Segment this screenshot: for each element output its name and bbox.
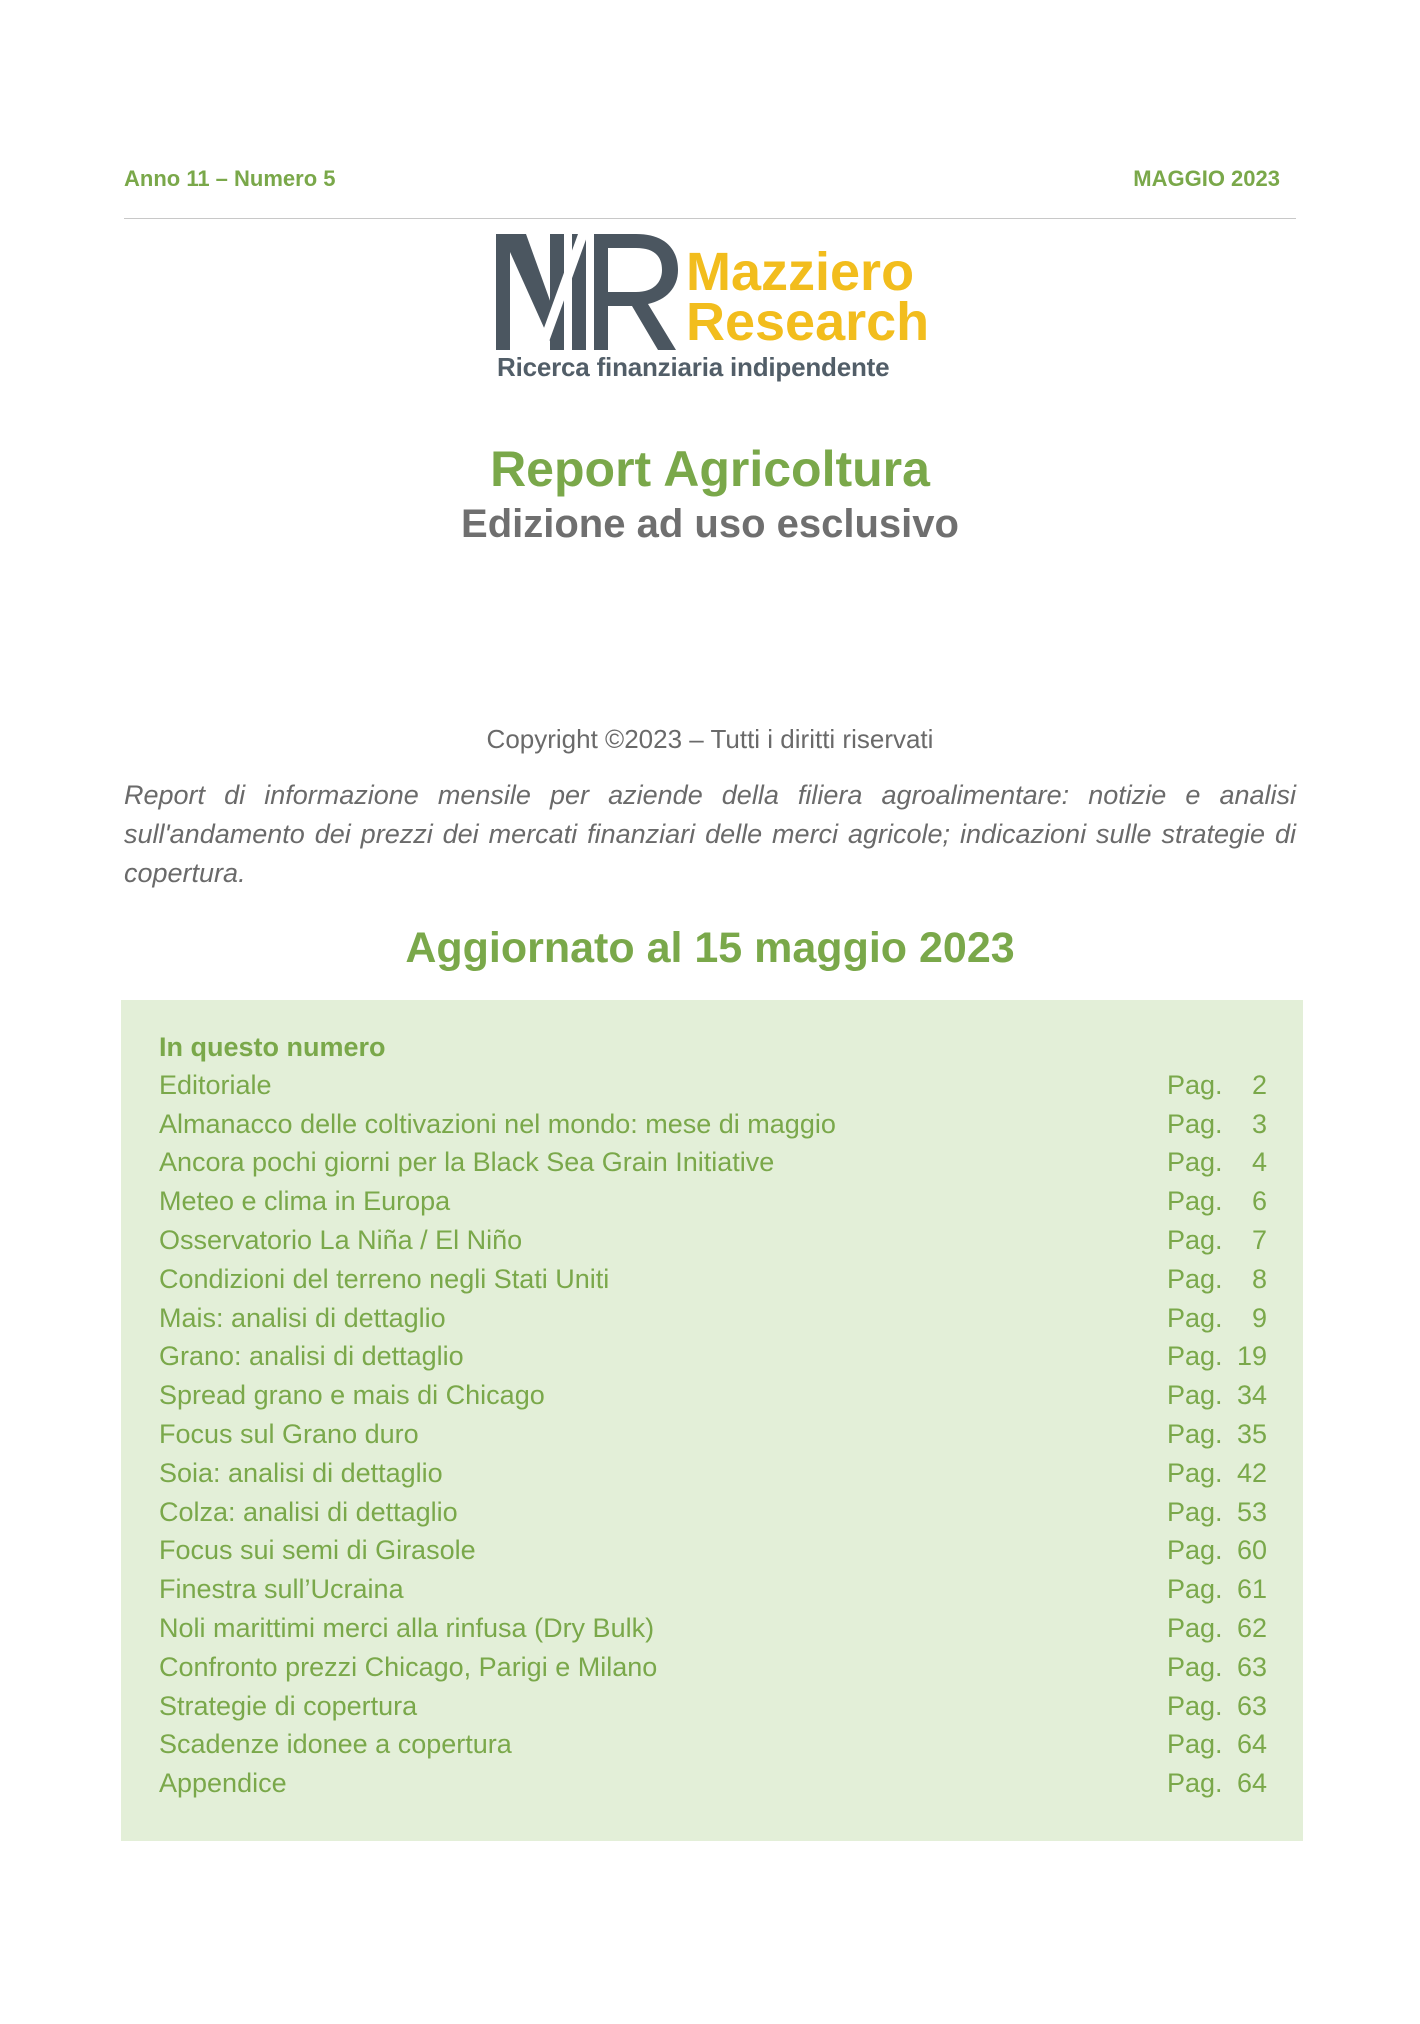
toc-item-label: Noli marittimi merci alla rinfusa (Dry Bulk)	[159, 1613, 655, 1644]
report-subtitle: Edizione ad uso esclusivo	[461, 502, 959, 546]
updated-date: Aggiornato al 15 maggio 2023	[405, 924, 1015, 972]
toc-list	[159, 1066, 1267, 1803]
toc-page-prefix: Pag.	[1167, 1651, 1223, 1682]
toc-item[interactable]	[159, 1454, 1267, 1493]
toc-item-page	[1167, 1264, 1267, 1295]
toc-item[interactable]	[159, 1299, 1267, 1338]
toc-item[interactable]	[159, 1532, 1267, 1571]
toc-page-prefix: Pag.	[1167, 1496, 1223, 1527]
toc-page-prefix: Pag.	[1167, 1457, 1223, 1488]
header-divider	[124, 218, 1296, 219]
toc-page-number: 63	[1236, 1690, 1267, 1721]
logo-name-line2: Research	[686, 292, 930, 352]
toc-page-number: 60	[1236, 1535, 1267, 1566]
toc-page-prefix: Pag.	[1167, 1263, 1223, 1294]
toc-page-number: 53	[1236, 1496, 1267, 1527]
toc-item-page	[1167, 1497, 1267, 1528]
toc-item-label: Focus sui semi di Girasole	[159, 1535, 476, 1566]
toc-item[interactable]	[159, 1609, 1267, 1648]
toc-item-label: Spread grano e mais di Chicago	[159, 1380, 545, 1411]
toc-page-number: 61	[1236, 1574, 1267, 1605]
logo-tagline: Ricerca finanziaria indipendente	[497, 352, 890, 382]
report-title: Report Agricoltura	[490, 441, 930, 497]
toc-item-page	[1167, 1070, 1267, 1101]
logo-name-line1: Mazziero	[686, 242, 915, 302]
toc-page-number: 9	[1251, 1302, 1267, 1333]
toc-page-prefix: Pag.	[1167, 1768, 1223, 1799]
toc-page-number: 64	[1236, 1768, 1267, 1799]
toc-item-page	[1167, 1186, 1267, 1217]
toc-item[interactable]	[159, 1260, 1267, 1299]
toc-page-number: 6	[1251, 1186, 1267, 1217]
toc-item[interactable]	[159, 1144, 1267, 1183]
toc-heading: In questo numero	[159, 1032, 386, 1062]
toc-item-page	[1167, 1341, 1267, 1372]
toc-item-label: Confronto prezzi Chicago, Parigi e Milano	[159, 1651, 658, 1682]
toc-page-number: 4	[1251, 1147, 1267, 1178]
toc-item-label: Appendice	[159, 1768, 287, 1799]
toc-item-label: Osservatorio La Niña / El Niño	[159, 1225, 523, 1256]
toc-item[interactable]	[159, 1105, 1267, 1144]
toc-item[interactable]	[159, 1764, 1267, 1803]
toc-page-number: 35	[1236, 1419, 1267, 1450]
toc-item[interactable]	[159, 1493, 1267, 1532]
toc-item-page	[1167, 1574, 1267, 1605]
toc-item[interactable]	[159, 1415, 1267, 1454]
toc-page-number: 62	[1236, 1613, 1267, 1644]
toc-page-number: 63	[1236, 1651, 1267, 1682]
report-description: Report di informazione mensile per aziende della filiera agroalimentare: notizie e analisi sull'andamento dei prezzi dei mercati finanziari delle merci agricole; indicazioni sulle strategie di copertura.	[124, 780, 1296, 888]
mr-monogram	[496, 234, 678, 350]
toc-item-page	[1167, 1768, 1267, 1799]
table-of-contents	[121, 1000, 1303, 1841]
toc-item-page	[1167, 1729, 1267, 1760]
toc-page-prefix: Pag.	[1167, 1341, 1223, 1372]
toc-item[interactable]	[159, 1066, 1267, 1105]
toc-page-prefix: Pag.	[1167, 1147, 1223, 1178]
toc-item-label: Finestra sull’Ucraina	[159, 1574, 404, 1605]
toc-page-prefix: Pag.	[1167, 1690, 1223, 1721]
toc-page-prefix: Pag.	[1167, 1380, 1223, 1411]
toc-item-label: Mais: analisi di dettaglio	[159, 1302, 446, 1333]
toc-page-number: 34	[1236, 1380, 1267, 1411]
toc-page-prefix: Pag.	[1167, 1729, 1223, 1760]
toc-item-label: Grano: analisi di dettaglio	[159, 1341, 464, 1372]
toc-item-label: Condizioni del terreno negli Stati Uniti	[159, 1263, 610, 1294]
toc-page-prefix: Pag.	[1167, 1108, 1223, 1139]
toc-item-page	[1167, 1535, 1267, 1566]
toc-item-label: Meteo e clima in Europa	[159, 1186, 451, 1217]
copyright-notice: Copyright ©2023 – Tutti i diritti riservati	[486, 724, 934, 754]
toc-item-label: Soia: analisi di dettaglio	[159, 1457, 443, 1488]
toc-item-page	[1167, 1652, 1267, 1683]
toc-item-label: Focus sul Grano duro	[159, 1419, 419, 1450]
toc-page-prefix: Pag.	[1167, 1613, 1223, 1644]
toc-item-label: Colza: analisi di dettaglio	[159, 1496, 458, 1527]
toc-item-label: Ancora pochi giorni per la Black Sea Grain Initiative	[159, 1147, 775, 1178]
toc-item[interactable]	[159, 1338, 1267, 1377]
toc-item[interactable]	[159, 1726, 1267, 1765]
toc-page-number: 8	[1251, 1263, 1267, 1294]
toc-item-page	[1167, 1303, 1267, 1334]
toc-page-number: 19	[1236, 1341, 1267, 1372]
toc-item-page	[1167, 1458, 1267, 1489]
toc-page-number: 2	[1251, 1069, 1267, 1100]
toc-page-prefix: Pag.	[1167, 1225, 1223, 1256]
toc-item-page	[1167, 1147, 1267, 1178]
toc-item-page	[1167, 1380, 1267, 1411]
toc-item-page	[1167, 1109, 1267, 1140]
toc-item-label: Scadenze idonee a copertura	[159, 1729, 512, 1760]
toc-item[interactable]	[159, 1182, 1267, 1221]
toc-page-prefix: Pag.	[1167, 1186, 1223, 1217]
toc-item-label: Almanacco delle coltivazioni nel mondo: mese di maggio	[159, 1108, 836, 1139]
issue-date: MAGGIO 2023	[1133, 166, 1280, 191]
toc-page-prefix: Pag.	[1167, 1535, 1223, 1566]
toc-item[interactable]	[159, 1687, 1267, 1726]
toc-page-prefix: Pag.	[1167, 1419, 1223, 1450]
toc-page-number: 64	[1236, 1729, 1267, 1760]
toc-item[interactable]	[159, 1376, 1267, 1415]
toc-item-page	[1167, 1419, 1267, 1450]
toc-page-number: 42	[1236, 1457, 1267, 1488]
toc-item-page	[1167, 1225, 1267, 1256]
toc-item[interactable]	[159, 1221, 1267, 1260]
toc-page-prefix: Pag.	[1167, 1574, 1223, 1605]
toc-item[interactable]	[159, 1648, 1267, 1687]
issue-number: Anno 11 – Numero 5	[124, 166, 336, 191]
toc-page-prefix: Pag.	[1167, 1302, 1223, 1333]
toc-page-number: 7	[1251, 1225, 1267, 1256]
toc-item-label: Editoriale	[159, 1069, 272, 1100]
toc-item-page	[1167, 1691, 1267, 1722]
toc-page-prefix: Pag.	[1167, 1069, 1223, 1100]
toc-item-page	[1167, 1613, 1267, 1644]
toc-page-number: 3	[1251, 1108, 1267, 1139]
toc-item-label: Strategie di copertura	[159, 1690, 418, 1721]
toc-item[interactable]	[159, 1570, 1267, 1609]
